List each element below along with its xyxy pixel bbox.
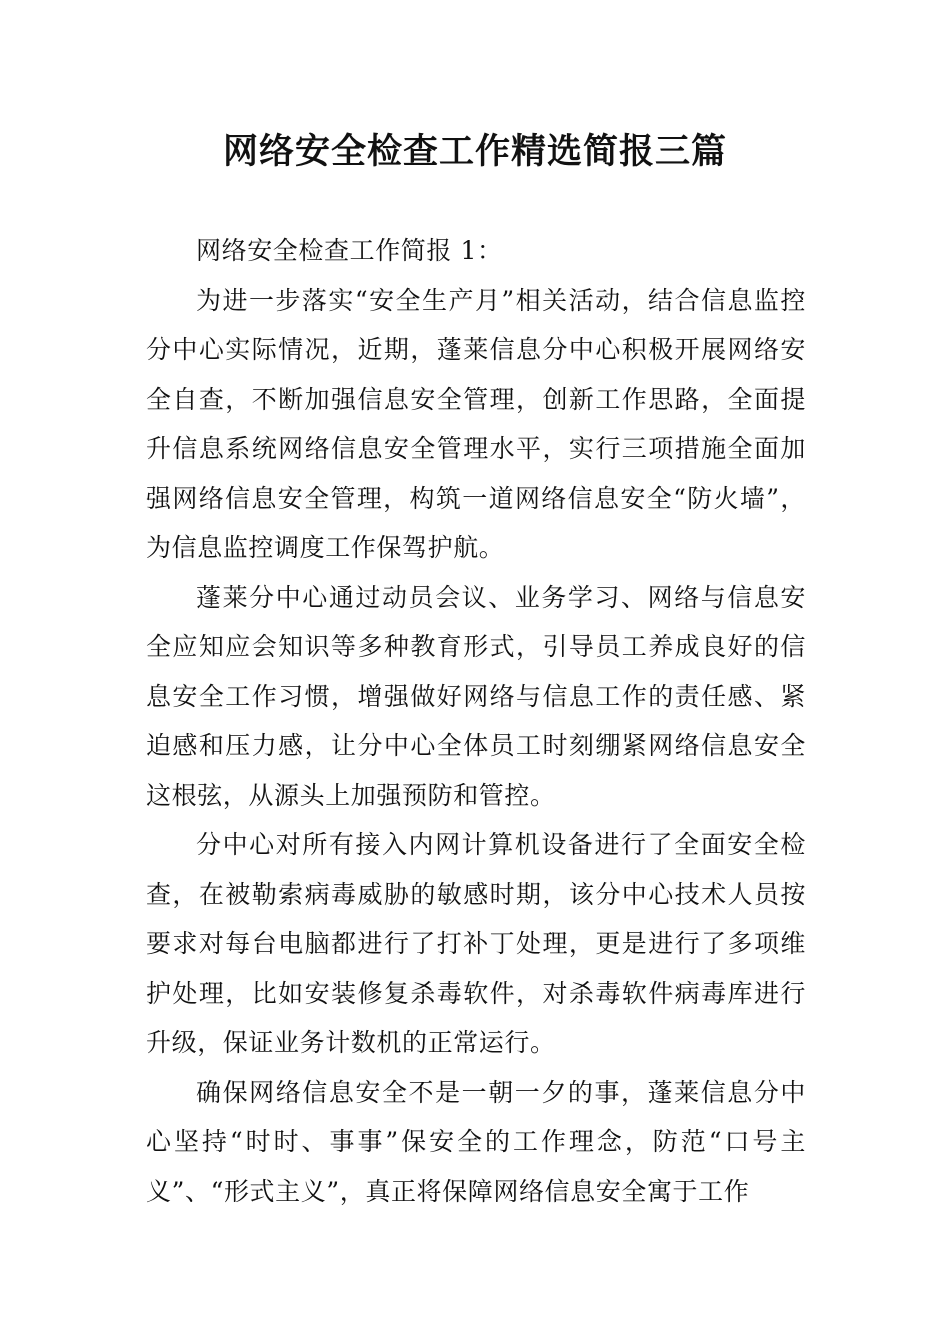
document-title: 网络安全检查工作精选简报三篇	[222, 132, 727, 172]
paragraph-education: 蓬莱分中心通过动员会议、业务学习、网络与信息安全应知应会知识等多种教育形式，引导员工养成良好的信息安全工作习惯，增强做好网络与信息工作的责任感、紧迫感和压力感，让分中心全体员工时刻绷紧网络信息安全这根弦，从源头上加强预防和管控。	[146, 582, 806, 810]
paragraph-principle: 确保网络信息安全不是一朝一夕的事，蓬莱信息分中心坚持“时时、事事”保安全的工作理念，防范“口号主义”、“形式主义”，真正将保障网络信息安全寓于工作	[146, 1077, 806, 1206]
document-body	[146, 226, 806, 1216]
paragraph-subheading: 网络安全检查工作简报 1：	[196, 236, 503, 265]
paragraph-inspection: 分中心对所有接入内网计算机设备进行了全面安全检查，在被勒索病毒威胁的敏感时期，该分中心技术人员按要求对每台电脑都进行了打补丁处理，更是进行了多项维护处理，比如安装修复杀毒软件，对杀毒软件病毒库进行升级，保证业务计数机的正常运行。	[146, 830, 806, 1057]
paragraph-intro: 为进一步落实“安全生产月”相关活动，结合信息监控分中心实际情况，近期，蓬莱信息分中心积极开展网络安全自查，不断加强信息安全管理，创新工作思路，全面提升信息系统网络信息安全管理水平，实行三项措施全面加强网络信息安全管理，构筑一道网络信息安全“防火墙”，为信息监控调度工作保驾护航。	[146, 285, 806, 562]
